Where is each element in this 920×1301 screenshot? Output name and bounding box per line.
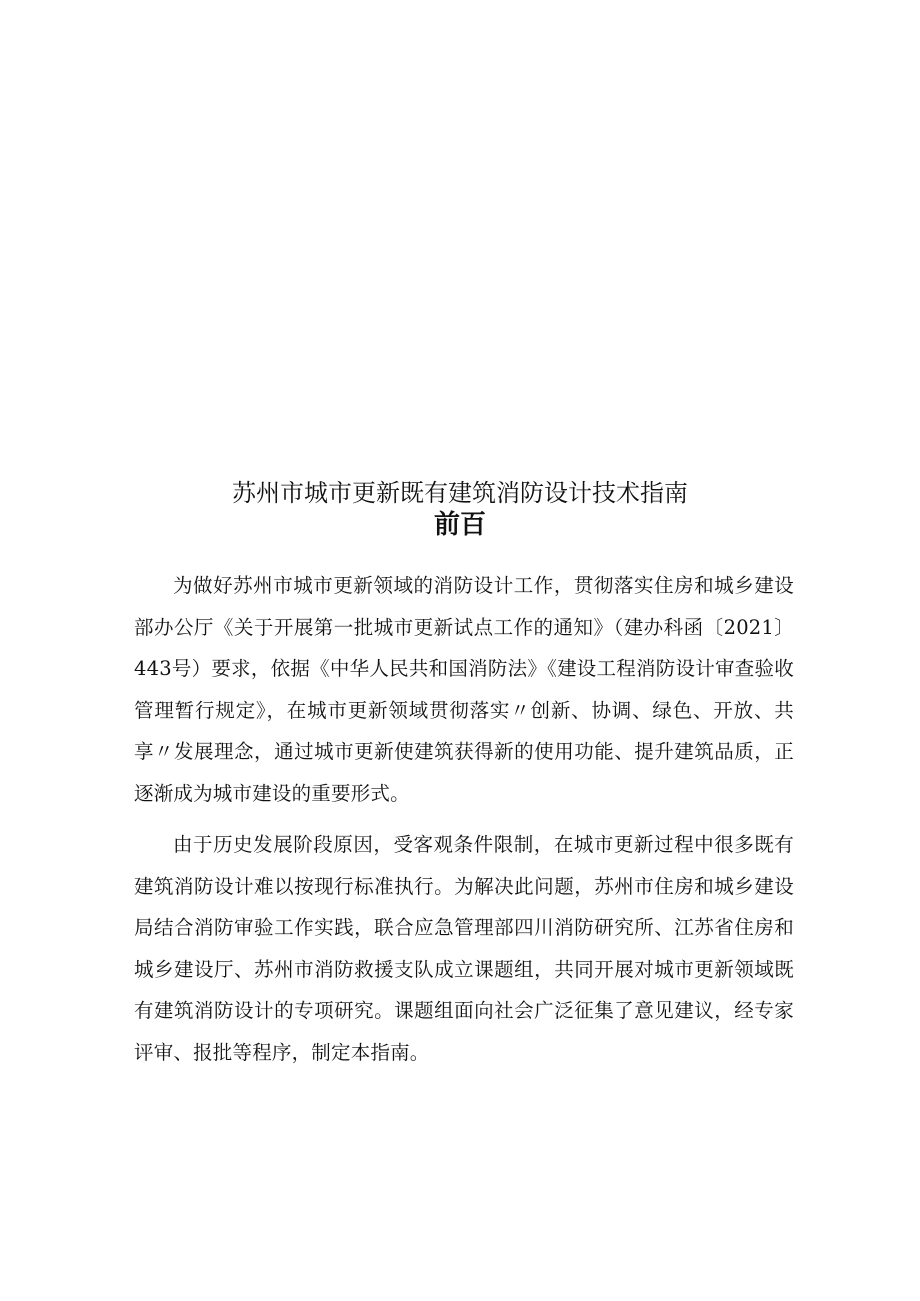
paragraph-2: 由于历史发展阶段原因，受客观条件限制，在城市更新过程中很多既有建筑消防设计难以按现行标准执行。为解决此问题，苏州市住房和城乡建设局结合消防审验工作实践，联合应急管理部四川消防研究所、江苏省住房和城乡建设厅、苏州市消防救援支队成立课题组，共同开展对城市更新领域既有建筑消防设计的专项研究。课题组面向社会广泛征集了意见建议，经专家评审、报批等程序，制定本指南。 [134, 833, 794, 1064]
document-title: 苏州市城市更新既有建筑消防设计技术指南 [232, 479, 688, 507]
section-title-preface: 前百 [433, 510, 486, 540]
paragraph-1: 为做好苏州市城市更新领域的消防设计工作，贯彻落实住房和城乡建设部办公厅《关于开展第一批城市更新试点工作的通知》（建办科函〔2021〕443号）要求，依据《中华人民共和国消防法》《建设工程消防设计审查验收管理暂行规定》，在城市更新领域贯彻落实〃创新、协调、绿色、开放、共享〃发展理念，通过城市更新使建筑获得新的使用功能、提升建筑品质，正逐渐成为城市建设的重要形式。 [134, 574, 794, 805]
document-body [134, 565, 794, 1073]
